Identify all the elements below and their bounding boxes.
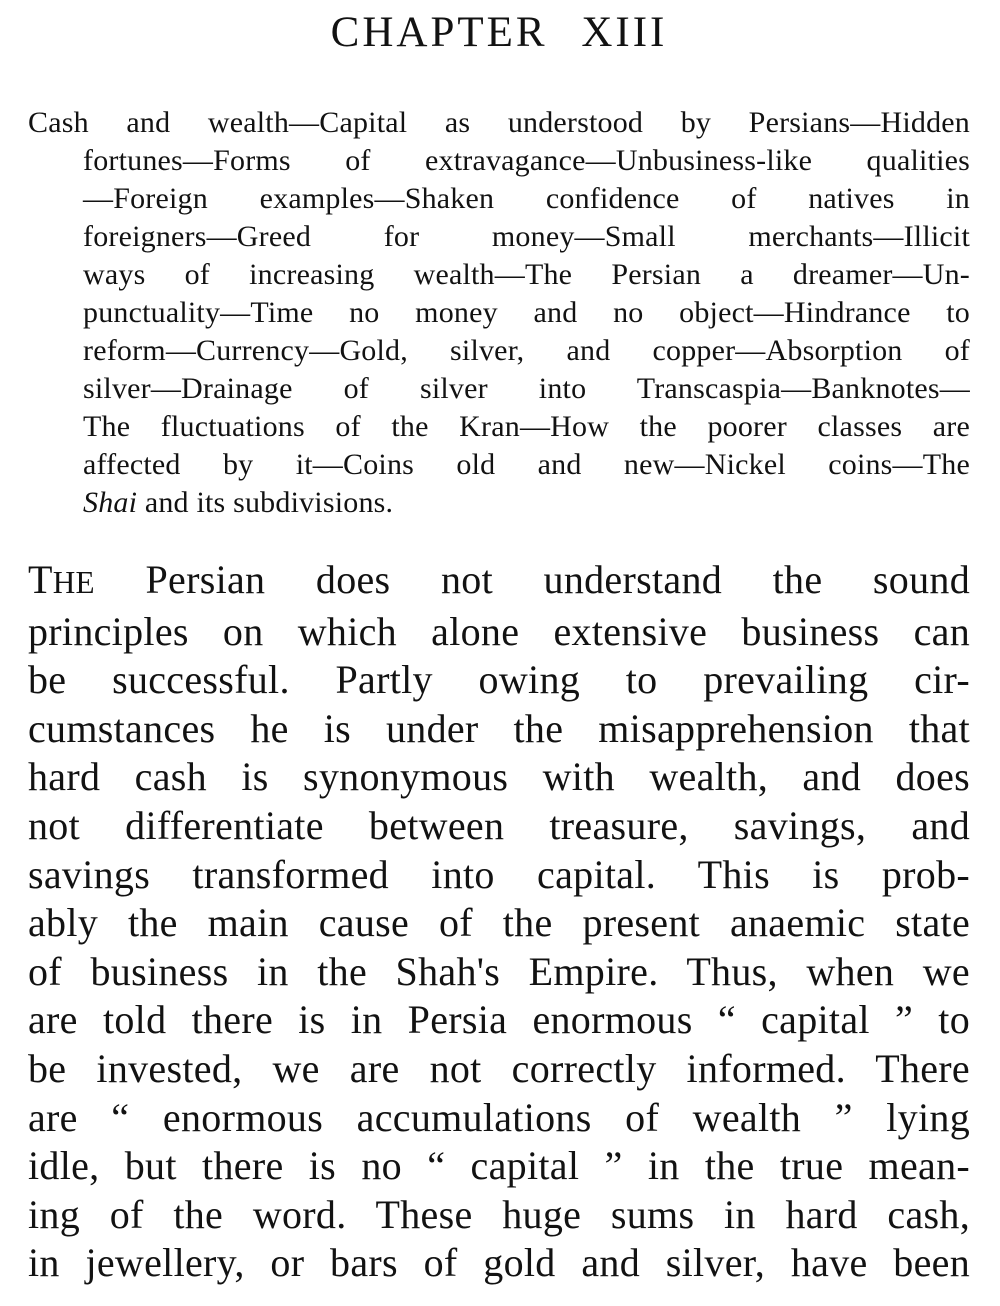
- summary-italic-term: Shai: [83, 486, 138, 519]
- opening-initial: T: [28, 557, 53, 602]
- body-line: in jewellery, or bars of gold and silver, have been: [28, 1240, 970, 1286]
- summary-line: The fluctuations of the Kran—How the poorer classes are: [83, 410, 970, 443]
- chapter-summary: [28, 104, 970, 522]
- body-line: hard cash is synonymous with wealth, and does: [28, 754, 970, 800]
- body-line: of business in the Shah's Empire. Thus, when we: [28, 948, 970, 994]
- summary-line: fortunes—Forms of extravagance—Unbusiness-like qualities: [83, 144, 970, 177]
- summary-line: foreigners—Greed for money—Small merchants—Illicit: [83, 220, 970, 253]
- summary-line: ways of increasing wealth—The Persian a dreamer—Un-: [83, 258, 970, 291]
- body-line: cumstances he is under the misapprehension that: [28, 705, 970, 751]
- body-line: principles on which alone extensive business can: [28, 608, 970, 654]
- summary-last-rest: and its subdivisions.: [137, 486, 394, 519]
- opening-rest: Persian does not understand the sound: [145, 557, 970, 602]
- body-line: ably the main cause of the present anaemic state: [28, 900, 970, 946]
- summary-line-last: [28, 484, 970, 522]
- body-line: idle, but there is no “ capital ” in the true mean-: [28, 1143, 970, 1189]
- body-line: not differentiate between treasure, savings, and: [28, 802, 970, 848]
- body-line: [28, 556, 970, 608]
- body-paragraph: [28, 556, 970, 1288]
- summary-line: Cash and wealth—Capital as understood by Persians—Hidden: [28, 106, 970, 139]
- opening-small-caps: HE: [52, 565, 95, 600]
- summary-line: silver—Drainage of silver into Transcaspia—Banknotes—: [83, 372, 970, 405]
- body-line: be invested, we are not correctly informed. There: [28, 1045, 970, 1091]
- summary-line: —Foreign examples—Shaken confidence of natives in: [83, 182, 970, 215]
- summary-line: affected by it—Coins old and new—Nickel coins—The: [83, 448, 970, 481]
- body-line: savings transformed into capital. This is prob-: [28, 851, 970, 897]
- chapter-heading: CHAPTER XIII: [330, 9, 668, 56]
- body-line: are “ enormous accumulations of wealth ” lying: [28, 1094, 970, 1140]
- summary-line: reform—Currency—Gold, silver, and copper—Absorption of: [83, 334, 970, 367]
- summary-line: punctuality—Time no money and no object—Hindrance to: [83, 296, 970, 329]
- body-line: ing of the word. These huge sums in hard cash,: [28, 1191, 970, 1237]
- body-line: be successful. Partly owing to prevailing cir-: [28, 657, 970, 703]
- body-line: are told there is in Persia enormous “ capital ” to: [28, 997, 970, 1043]
